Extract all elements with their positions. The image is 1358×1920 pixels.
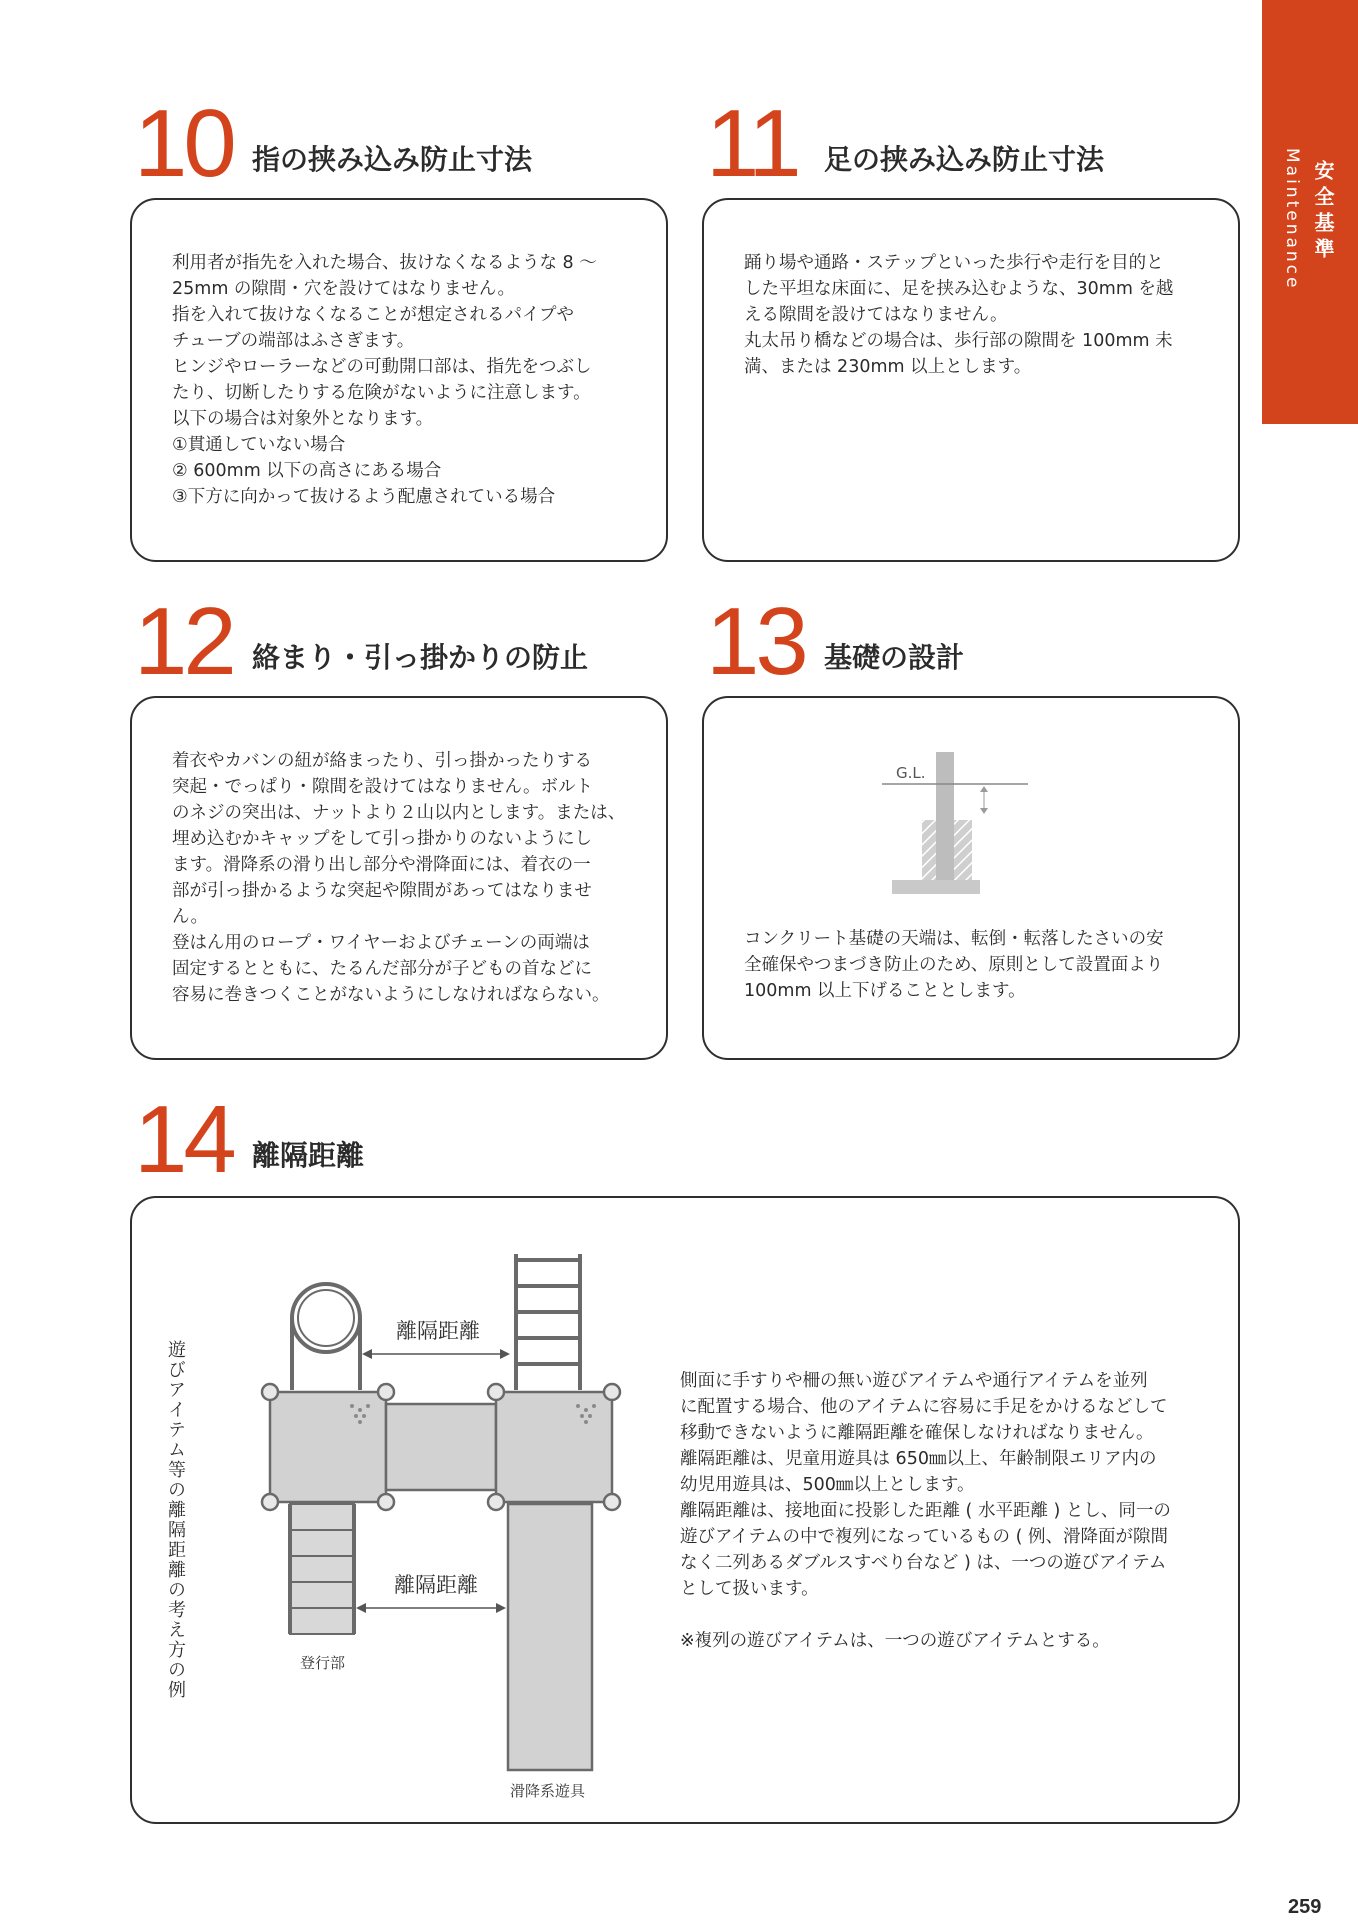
section-number: 12 <box>134 588 233 695</box>
side-tab-label-jp: 安全基準 <box>1311 160 1335 264</box>
side-tab-label-en: Maintenance <box>1282 148 1302 291</box>
section-title: 絡まり・引っ掛かりの防止 <box>252 641 589 674</box>
arrowhead <box>362 1349 372 1359</box>
section-13-body: コンクリート基礎の天端は、転倒・転落したさいの安 全確保やつまづき防止のため、原則として設置面より 100mm 以上下げることとします。 <box>744 929 1164 1001</box>
section-14-body: 側面に手すりや柵の無い遊びアイテムや通行アイテムを並列 に配置する場合、他のアイテムに容易に手足をかけるなどして 移動できないように離隔距離を確保しなければなりません。 離隔距離は、児童用遊具は 650㎜以上、年齢制限エリア内の 幼児用遊具は、500㎜以上とします。 離隔距離は、接地面に投影した距離 ( 水平距離 ) とし、同一の 遊びアイテムの中で複列になっているもの ( 例、滑降面が隙間 なく二列あるダブルスすべり台など ) は、一つの遊びアイテム として扱います。 ※複列の遊びアイテムは、一つの遊びアイテムとする。 <box>680 1371 1171 1651</box>
gl-label: G.L. <box>896 764 926 782</box>
arrowhead <box>496 1603 506 1613</box>
section-12-heading <box>134 588 594 695</box>
foundation-diagram <box>882 748 1062 918</box>
section-11-body: 踊り場や通路・ステップといった歩行や走行を目的と した平坦な床面に、足を挟み込むような、30mm を越 える隙間を設けてはなりません。 丸太吊り橋などの場合は、歩行部の隙間を 100mm 未 満、または 230mm 以上とします。 <box>744 253 1174 377</box>
section-10-heading <box>134 90 554 197</box>
section-title: 基礎の設計 <box>824 641 965 674</box>
distance-label-top: 離隔距離 <box>396 1319 480 1343</box>
arrowhead <box>356 1603 366 1613</box>
section-side-tab <box>1262 0 1358 424</box>
section-title: 指の挟み込み防止寸法 <box>252 143 533 176</box>
section-13-heading <box>706 588 1126 695</box>
section-10-card <box>130 198 668 562</box>
hoop-inner-ring <box>298 1290 354 1346</box>
section-number: 10 <box>134 90 233 197</box>
section-11-heading <box>706 90 1126 197</box>
section-number: 13 <box>706 588 805 695</box>
separation-distance-diagram <box>240 1240 640 1800</box>
section-number: 14 <box>134 1086 233 1193</box>
section-14-heading <box>134 1086 554 1193</box>
depth-arrow-head-up <box>980 786 988 792</box>
section-12-body: 着衣やカバンの紐が絡まったり、引っ掛かったりする 突起・でっぱり・隙間を設けてはなりません。ボルト のネジの突出は、ナットより２山以内とします。または、 埋め込むかキャップをして引っ掛かりのないようにし ます。滑降系の滑り出し部分や滑降面には、着衣の一 部が引っ掛かるような突起や隙間があってはなりませ ん。 登はん用のロープ・ワイヤーおよびチェーンの両端は 固定するとともに、たるんだ部分が子どもの首などに 容易に巻きつくことがないようにしなければならない。 <box>172 751 626 1005</box>
left-platform <box>270 1392 386 1502</box>
distance-label-bottom: 離隔距離 <box>394 1573 478 1597</box>
section-title: 離隔距離 <box>252 1139 365 1172</box>
label-slide: 滑降系遊具 <box>510 1782 586 1800</box>
section-number: 11 <box>706 90 798 197</box>
separation-diagram-caption: 遊びアイテム等の離隔距離の考え方の例 <box>165 1340 186 1700</box>
right-platform <box>496 1392 612 1502</box>
slide <box>508 1504 592 1770</box>
section-11-card <box>702 198 1240 562</box>
section-12-card <box>130 696 668 1060</box>
climbing-stairs <box>290 1504 354 1634</box>
arrowhead <box>500 1349 510 1359</box>
label-climb: 登行部 <box>300 1654 346 1672</box>
bridge <box>386 1404 496 1490</box>
depth-arrow-head-down <box>980 808 988 814</box>
section-title: 足の挟み込み防止寸法 <box>824 143 1105 176</box>
section-13-card <box>702 696 1240 1060</box>
section-10-body: 利用者が指先を入れた場合、抜けなくなるような 8 ～ 25mm の隙間・穴を設けてはなりません。 指を入れて抜けなくなることが想定されるパイプや チューブの端部はふさぎます。 ヒンジやローラーなどの可動開口部は、指先をつぶし たり、切断したりする危険がないように注意します。 以下の場合は対象外となります。 ①貫通していない場合 ② 600mm 以下の高さにある場合 ③下方に向かって抜けるよう配慮されている場合 <box>172 253 597 507</box>
post <box>936 752 954 880</box>
base-slab <box>892 880 980 894</box>
page-number: 259 <box>1288 1896 1322 1918</box>
ladder-rungs <box>516 1260 580 1364</box>
